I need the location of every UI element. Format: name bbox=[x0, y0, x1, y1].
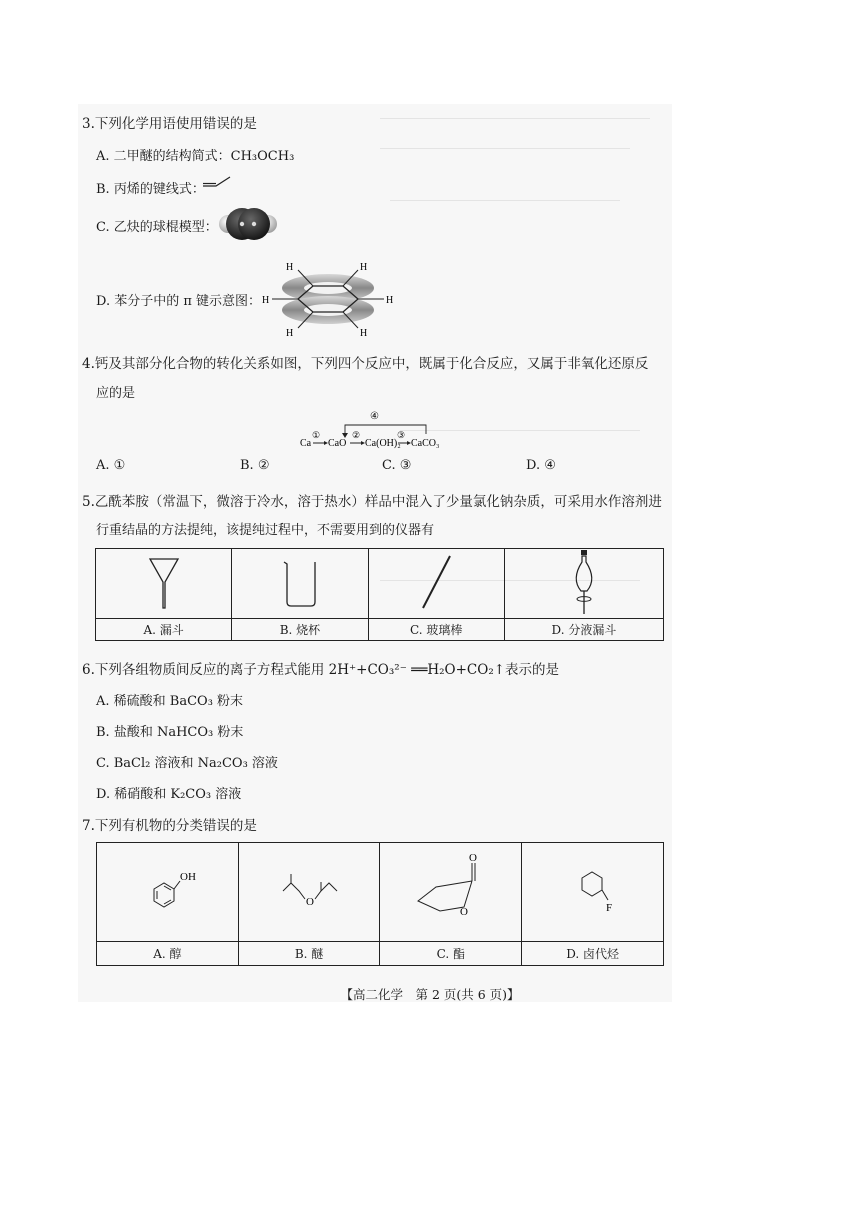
ca-label: Ca bbox=[300, 438, 312, 449]
benzene-pi-bond-diagram bbox=[258, 258, 398, 340]
h-label: H bbox=[360, 262, 368, 273]
step-2-label: ② bbox=[352, 430, 361, 440]
caoh2-label: Ca(OH)₂ bbox=[365, 438, 401, 449]
funnel-icon bbox=[144, 554, 184, 610]
q4-stem-line1: 4.钙及其部分化合物的转化关系如图，下列四个反应中，既属于化合反应，又属于非氧化还原反 bbox=[82, 356, 649, 372]
step-1-label: ① bbox=[312, 430, 321, 440]
h-label: H bbox=[286, 328, 294, 339]
f-label: F bbox=[605, 901, 612, 914]
label-ester: C. 酯 bbox=[380, 942, 522, 966]
q3-stem: 3.下列化学用语使用错误的是 bbox=[82, 116, 257, 132]
lactone-cell bbox=[380, 843, 522, 942]
phenol-cell bbox=[97, 843, 239, 942]
q6-option-c: C. BaCl₂ 溶液和 Na₂CO₃ 溶液 bbox=[96, 756, 278, 771]
calcium-conversion-scheme bbox=[298, 408, 448, 452]
label-alcohol: A. 醇 bbox=[97, 942, 239, 966]
q3-option-d: D. 苯分子中的 π 键示意图： bbox=[96, 294, 262, 309]
beaker-cell bbox=[232, 549, 368, 619]
fluorocyclohexane-cell bbox=[522, 843, 664, 942]
q3-option-a: A. 二甲醚的结构简式：CH₃OCH₃ bbox=[96, 149, 295, 164]
q7-stem: 7.下列有机物的分类错误的是 bbox=[82, 818, 257, 834]
label-funnel: A. 漏斗 bbox=[96, 619, 232, 641]
fluorocyclohexane-structure bbox=[558, 856, 628, 926]
q5-stem-line2: 行重结晶的方法提纯，该提纯过程中，不需要用到的仪器有 bbox=[96, 523, 435, 538]
q6-option-a: A. 稀硫酸和 BaCO₃ 粉末 bbox=[96, 694, 244, 709]
separatory-funnel-cell bbox=[504, 549, 663, 619]
oh-label: OH bbox=[180, 870, 197, 883]
funnel-cell bbox=[96, 549, 232, 619]
ether-cell bbox=[238, 843, 380, 942]
q5-apparatus-table bbox=[95, 548, 664, 641]
separatory-funnel-icon bbox=[564, 549, 604, 615]
glass-rod-icon bbox=[414, 552, 458, 612]
page-footer: 【高二化学 第 2 页(共 6 页)】 bbox=[340, 987, 520, 1002]
propene-skeletal-icon bbox=[202, 174, 232, 190]
q4-option-d: D. ④ bbox=[526, 458, 556, 473]
q6-stem: 6.下列各组物质间反应的离子方程式能用 2H⁺+CO₃²⁻ ══H₂O+CO₂↑表示的是 bbox=[82, 662, 560, 678]
q4-option-a: A. ① bbox=[96, 458, 126, 473]
cao-label: CaO bbox=[328, 438, 347, 449]
acetylene-model-icon bbox=[218, 204, 278, 244]
lactone-structure bbox=[406, 849, 496, 933]
q3-option-b: B. 丙烯的键线式： bbox=[96, 182, 205, 197]
label-glass-rod: C. 玻璃棒 bbox=[368, 619, 504, 641]
h-label: H bbox=[386, 295, 394, 306]
o-label: O bbox=[306, 895, 315, 908]
step-4-label: ④ bbox=[370, 411, 379, 422]
q5-stem-line1: 5.乙酰苯胺（常温下，微溶于冷水，溶于热水）样品中混入了少量氯化钠杂质，可采用水作溶剂进 bbox=[82, 494, 662, 510]
h-label: H bbox=[262, 295, 270, 306]
q3-option-c: C. 乙炔的球棍模型： bbox=[96, 220, 218, 235]
label-beaker: B. 烧杯 bbox=[232, 619, 368, 641]
o-label: O bbox=[468, 851, 477, 864]
step-3-label: ③ bbox=[397, 430, 406, 440]
q4-stem-line2: 应的是 bbox=[96, 386, 136, 401]
ether-structure bbox=[269, 861, 349, 921]
q6-option-d: D. 稀硝酸和 K₂CO₃ 溶液 bbox=[96, 787, 242, 802]
label-separatory-funnel: D. 分液漏斗 bbox=[504, 619, 663, 641]
h-label: H bbox=[360, 328, 368, 339]
glass-rod-cell bbox=[368, 549, 504, 619]
q7-structure-table bbox=[96, 842, 664, 966]
q4-option-c: C. ③ bbox=[382, 458, 412, 473]
caco3-label: CaCO₃ bbox=[411, 438, 440, 449]
o-label: O bbox=[459, 905, 468, 918]
beaker-icon bbox=[278, 554, 322, 610]
label-ether: B. 醚 bbox=[238, 942, 380, 966]
label-haloalkane: D. 卤代烃 bbox=[522, 942, 664, 966]
q6-option-b: B. 盐酸和 NaHCO₃ 粉末 bbox=[96, 725, 244, 740]
q4-option-b: B. ② bbox=[240, 458, 270, 473]
phenol-structure bbox=[132, 861, 202, 921]
h-label: H bbox=[286, 262, 294, 273]
